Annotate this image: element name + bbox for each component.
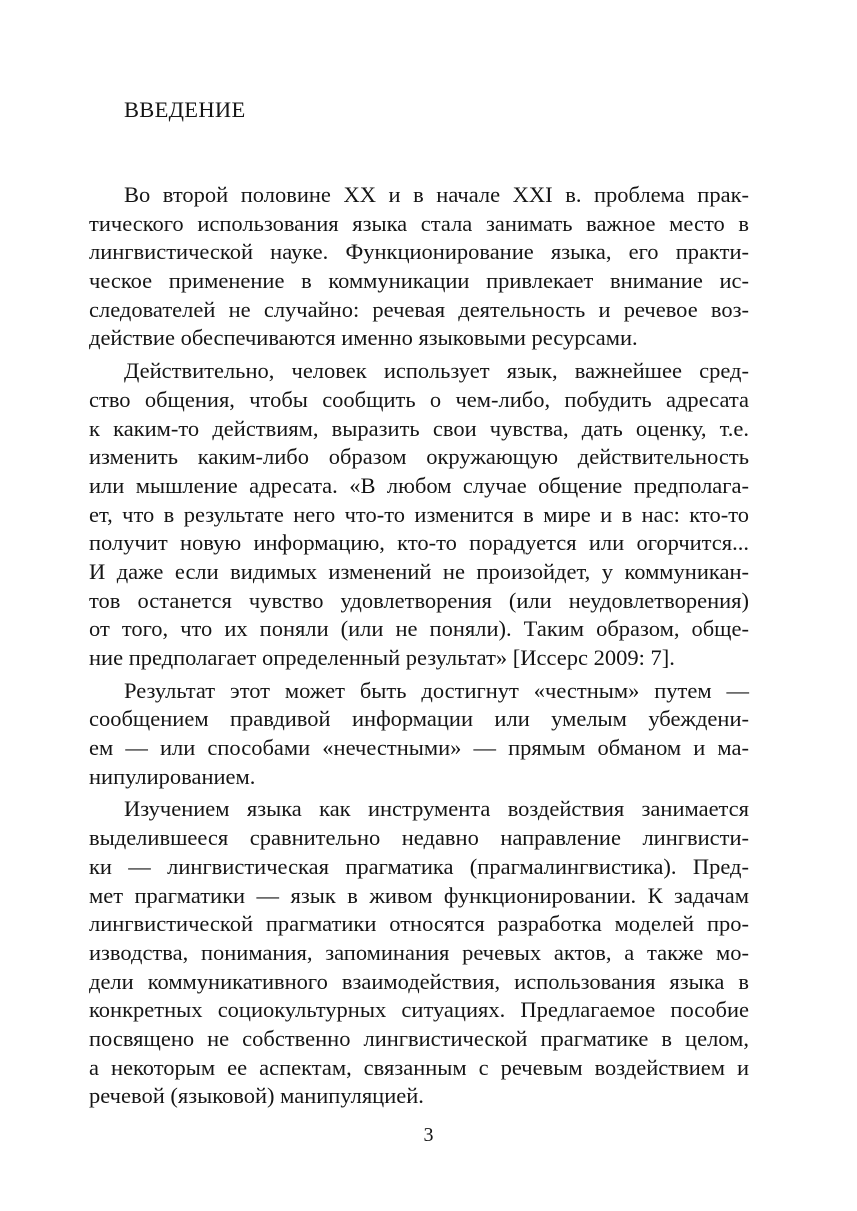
paragraph [89,181,749,353]
text-line: ческое применение в коммуникации привлекает внимание ис- [89,268,749,294]
text-line: речевой (языковой) манипуляцией. [89,1083,424,1109]
text-line: Изучением языка как инструмента воздействия занимается [124,796,749,822]
text-line: ки — лингвистическая прагматика (прагмалингвистика). Пред- [89,853,749,879]
chapter-heading: ВВЕДЕНИЕ [124,97,246,122]
text-line: нипулированием. [89,763,256,789]
text-line: изводства, понимания, запоминания речевых актов, а также мо- [89,939,749,965]
text-line: а некоторым ее аспектам, связанным с речевым воздействием и [89,1054,749,1080]
text-line: ет, что в результате него что-то изменится в мире и в нас: кто-то [89,501,749,527]
text-line: Действительно, человек использует язык, важнейшее сред- [124,358,749,384]
paragraph [89,357,749,673]
text-line: следователей не случайно: речевая деятельность и речевое воз- [89,296,749,322]
text-line: от того, что их поняли (или не поняли). Таким образом, обще- [89,616,749,642]
body-text [89,181,749,1115]
text-line: лингвистической прагматики относятся разработка моделей про- [89,911,749,937]
text-line: тов останется чувство удовлетворения (или неудовлетворения) [89,587,749,613]
text-line: ние предполагает определенный результат» [Иссерс 2009: 7]. [89,645,675,670]
text-line: тического использования языка стала занимать важное место в [89,210,749,236]
text-line: получит новую информацию, кто-то порадуется или огорчится... [89,530,749,556]
paragraph [89,795,749,1111]
text-line: Результат этот может быть достигнут «честным» путем — [124,677,749,703]
text-line: конкретных социокультурных ситуациях. Предлагаемое пособие [89,997,749,1023]
text-line: И даже если видимых изменений не произойдет, у коммуникан- [89,558,749,584]
text-line: дели коммуникативного взаимодействия, использования языка в [89,968,749,994]
paragraph [89,677,749,792]
text-line: к каким-то действиям, выразить свои чувства, дать оценку, т.е. [89,415,749,441]
text-line: изменить каким-либо образом окружающую действительность [89,444,749,470]
text-line: или мышление адресата. «В любом случае общение предполага- [89,472,749,498]
text-line: выделившееся сравнительно недавно направление лингвисти- [89,825,749,851]
text-line: сообщением правдивой информации или умелым убеждени- [89,706,749,732]
text-line: лингвистической науке. Функционирование языка, его практи- [89,239,749,265]
text-line: ство общения, чтобы сообщить о чем-либо, побудить адресата [89,386,749,412]
page-number: 3 [423,1124,434,1146]
text-line: Во второй половине XX и в начале XXI в. проблема прак- [124,182,749,207]
text-line: действие обеспечиваются именно языковыми ресурсами. [89,325,638,351]
text-line: мет прагматики — язык в живом функционировании. К задачам [89,882,749,908]
text-line: посвящено не собственно лингвистической прагматике в целом, [89,1025,749,1051]
text-line: ем — или способами «нечестными» — прямым обманом и ма- [89,735,749,761]
